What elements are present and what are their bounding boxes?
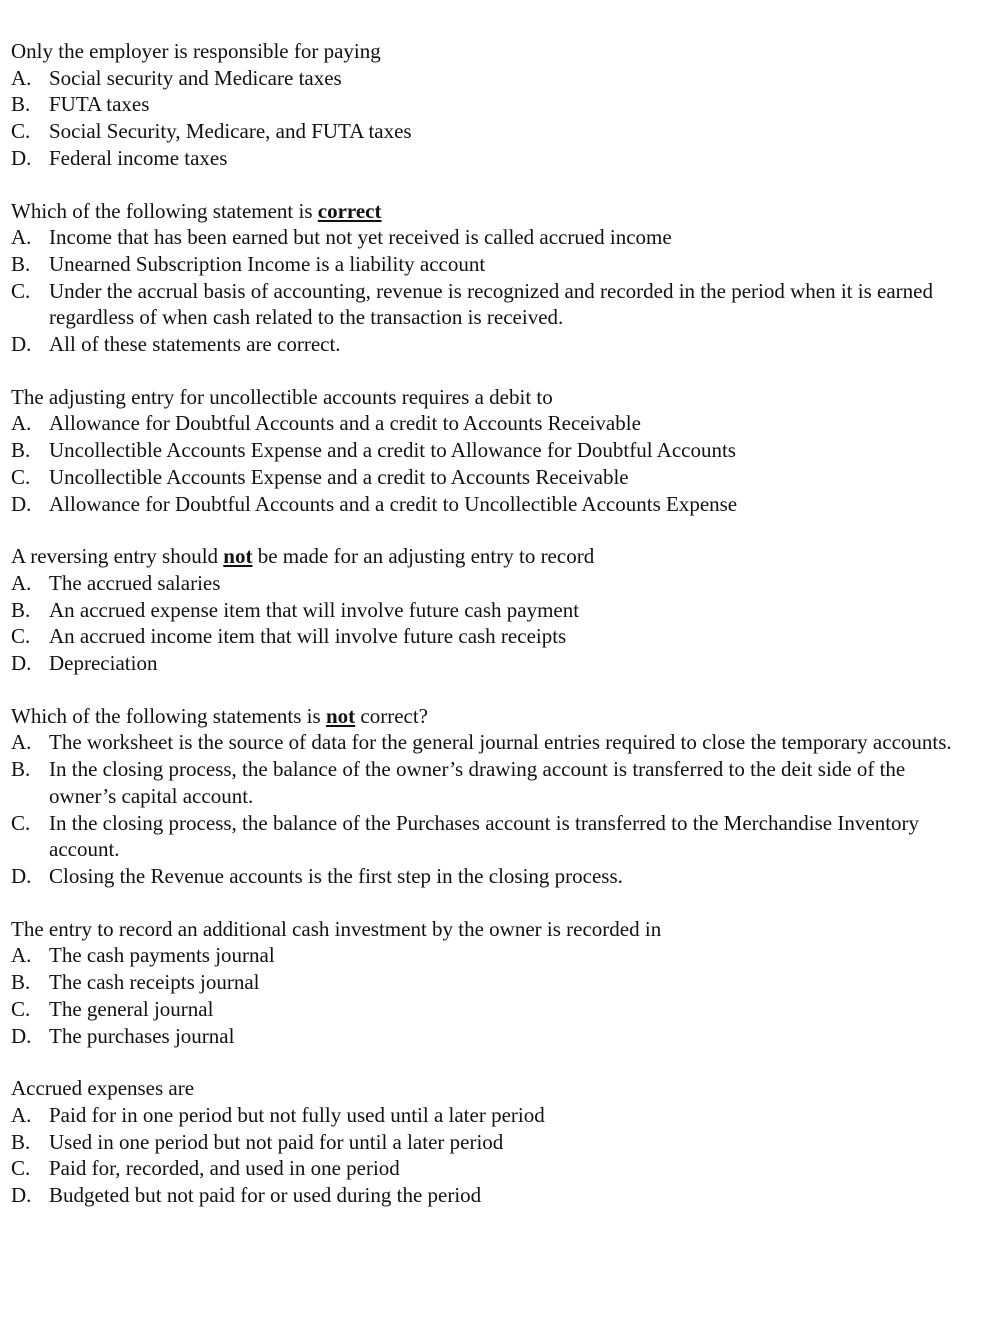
option-letter: D. (11, 145, 32, 170)
option-d (11, 1023, 976, 1050)
option-text: Allowance for Doubtful Accounts and a credit to Uncollectible Accounts Expense (49, 491, 738, 516)
option-letter: D. (11, 1023, 32, 1048)
option-text: Federal income taxes (49, 145, 228, 170)
stem-text-end: correct? (355, 703, 428, 728)
question-4 (11, 543, 976, 677)
option-letter: A. (11, 570, 32, 595)
question-1 (11, 38, 976, 172)
option-text: Uncollectible Accounts Expense and a credit to Accounts Receivable (49, 464, 629, 489)
option-text: Paid for in one period but not fully used until a later period (49, 1102, 545, 1127)
option-letter: A. (11, 225, 32, 250)
option-letter: B. (11, 92, 31, 117)
option-text: Unearned Subscription Income is a liability account (49, 251, 486, 276)
option-a (11, 1102, 976, 1129)
option-a (11, 410, 976, 437)
option-text: The worksheet is the source of data for the general journal entries required to close the temporary accounts. (49, 730, 952, 755)
question-2 (11, 198, 976, 358)
question-3 (11, 384, 976, 518)
question-stem (11, 916, 976, 943)
stem-text-end: be made for an adjusting entry to record (252, 544, 595, 569)
answer-options (11, 729, 976, 889)
question-stem (11, 38, 976, 65)
option-text: Income that has been earned but not yet received is called accrued income (49, 225, 672, 250)
option-a (11, 65, 976, 92)
option-text: An accrued expense item that will involve future cash payment (49, 597, 580, 622)
question-stem (11, 543, 976, 570)
option-a (11, 942, 976, 969)
question-stem (11, 198, 976, 225)
option-b (11, 91, 976, 118)
option-b (11, 597, 976, 624)
option-text: An accrued income item that will involve future cash receipts (49, 624, 567, 649)
question-5 (11, 703, 976, 890)
option-c (11, 810, 976, 863)
option-letter: D. (11, 651, 32, 676)
option-text: Allowance for Doubtful Accounts and a credit to Accounts Receivable (49, 411, 641, 436)
stem-text: The entry to record an additional cash investment by the owner is recorded in (11, 916, 662, 941)
option-text: In the closing process, the balance of the Purchases account is transferred to the Merchandise Inventory account. (49, 810, 920, 862)
option-letter: C. (11, 624, 31, 649)
option-text: FUTA taxes (49, 92, 150, 117)
answer-options (11, 942, 976, 1049)
answer-options (11, 1102, 976, 1209)
option-letter: D. (11, 332, 32, 357)
option-letter: C. (11, 119, 31, 144)
stem-text: Which of the following statements is (11, 703, 326, 728)
option-a (11, 224, 976, 251)
question-stem (11, 1075, 976, 1102)
stem-text: A reversing entry should (11, 544, 224, 569)
option-text: All of these statements are correct. (49, 332, 341, 357)
option-letter: C. (11, 996, 31, 1021)
answer-options (11, 65, 976, 172)
option-c (11, 118, 976, 145)
stem-emphasis: not (223, 544, 253, 569)
stem-text: Accrued expenses are (11, 1076, 195, 1101)
option-d (11, 491, 976, 518)
option-letter: B. (11, 970, 31, 995)
answer-options (11, 570, 976, 677)
option-text: Paid for, recorded, and used in one period (49, 1156, 400, 1181)
option-c (11, 996, 976, 1023)
option-text: Social security and Medicare taxes (49, 65, 342, 90)
option-letter: A. (11, 943, 32, 968)
option-text: Under the accrual basis of accounting, revenue is recognized and recorded in the period when it is earned regardless of when cash related to the transaction is received. (49, 278, 933, 330)
option-a (11, 729, 976, 756)
option-letter: C. (11, 278, 31, 303)
option-c (11, 464, 976, 491)
option-letter: C. (11, 1156, 31, 1181)
option-text: Depreciation (49, 651, 158, 676)
option-text: In the closing process, the balance of the owner’s drawing account is transferred to the deit side of the owner’s capital account. (49, 757, 906, 808)
question-document (11, 38, 976, 1235)
option-letter: A. (11, 411, 32, 436)
stem-emphasis: correct (317, 198, 382, 223)
option-letter: D. (11, 863, 32, 888)
option-c (11, 1155, 976, 1182)
stem-text: The adjusting entry for uncollectible accounts requires a debit to (11, 384, 553, 409)
option-text: Uncollectible Accounts Expense and a credit to Allowance for Doubtful Accounts (49, 438, 736, 463)
answer-options (11, 224, 976, 358)
option-text: The cash payments journal (49, 943, 275, 968)
option-c (11, 623, 976, 650)
option-d (11, 1182, 976, 1209)
option-letter: B. (11, 438, 31, 463)
option-d (11, 145, 976, 172)
option-text: Used in one period but not paid for until a later period (49, 1129, 504, 1154)
option-letter: C. (11, 464, 31, 489)
option-letter: B. (11, 1129, 31, 1154)
option-letter: B. (11, 251, 31, 276)
option-d (11, 331, 976, 358)
option-letter: D. (11, 1183, 32, 1208)
option-b (11, 251, 976, 278)
stem-text: Which of the following statement is (11, 198, 318, 223)
option-text: The purchases journal (49, 1023, 235, 1048)
option-text: Social Security, Medicare, and FUTA taxes (49, 119, 412, 144)
option-b (11, 969, 976, 996)
question-stem (11, 703, 976, 730)
option-d (11, 863, 976, 890)
option-text: The general journal (49, 996, 214, 1021)
question-stem (11, 384, 976, 411)
option-letter: D. (11, 491, 32, 516)
option-text: The cash receipts journal (49, 970, 260, 995)
option-a (11, 570, 976, 597)
option-text: The accrued salaries (49, 570, 221, 595)
stem-emphasis: not (325, 703, 356, 728)
option-letter: C. (11, 810, 31, 835)
option-letter: A. (11, 65, 32, 90)
option-letter: B. (11, 757, 31, 782)
option-b (11, 437, 976, 464)
option-b (11, 1129, 976, 1156)
option-b (11, 756, 976, 809)
question-7 (11, 1075, 976, 1209)
option-c (11, 278, 976, 331)
question-6 (11, 916, 976, 1050)
answer-options (11, 410, 976, 517)
option-letter: A. (11, 730, 32, 755)
option-letter: B. (11, 597, 31, 622)
option-d (11, 650, 976, 677)
option-letter: A. (11, 1102, 32, 1127)
option-text: Closing the Revenue accounts is the first step in the closing process. (49, 863, 623, 888)
option-text: Budgeted but not paid for or used during the period (49, 1183, 482, 1208)
stem-text: Only the employer is responsible for paying (11, 39, 381, 63)
